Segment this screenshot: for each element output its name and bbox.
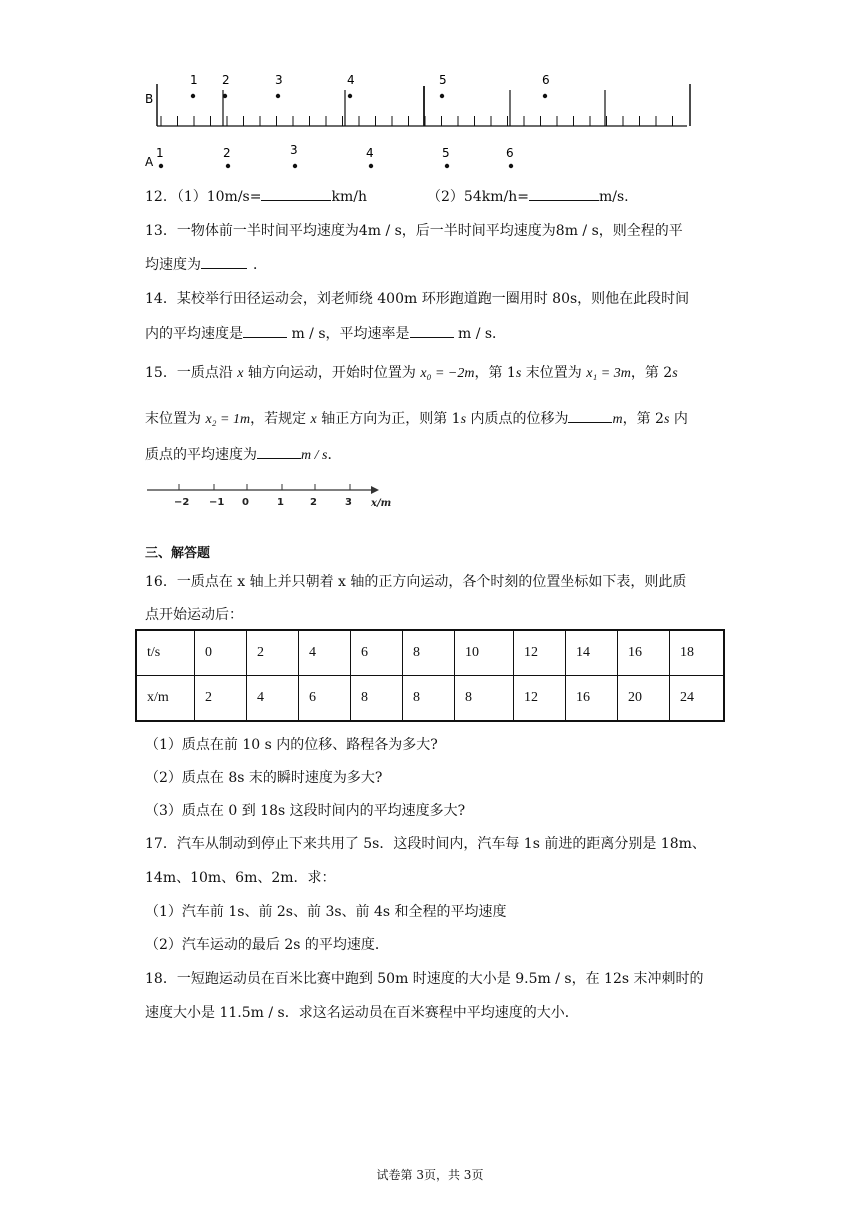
q14-suffix: m / s．: [453, 326, 507, 342]
q15-blank-1[interactable]: [568, 408, 612, 423]
table-cell: 4: [247, 676, 299, 722]
q15-text-g: ，若规定: [250, 411, 311, 427]
number-line-tick-label: 1: [277, 497, 284, 508]
position-table: [135, 629, 725, 722]
row-a-number: 6: [506, 146, 514, 160]
number-line-arrow-icon: [371, 486, 379, 494]
table-cell: 4: [299, 630, 351, 676]
q15-text-c: ，第 1: [474, 365, 516, 381]
q12-part2-prefix: （2）54km/h=: [427, 189, 529, 205]
row-b-dot: [223, 94, 227, 98]
row-a-dot: [445, 164, 449, 168]
q14-prefix: 内的平均速度是: [145, 326, 243, 342]
table-cell: 14: [566, 630, 618, 676]
row-b-dots: [191, 94, 547, 98]
q16-line1: 16．一质点在 x 轴上并只朝着 x 轴的正方向运动，各个时刻的位置坐标如下表，则此质: [145, 574, 687, 590]
number-line-labels: [174, 497, 352, 508]
table-cell: 8: [403, 630, 455, 676]
table-cell: 8: [351, 676, 403, 722]
section-title: 三、解答题: [145, 546, 211, 561]
row-a-number: 3: [290, 143, 298, 157]
row-b-number: 1: [190, 73, 198, 87]
row-a-label: A: [145, 155, 154, 169]
q15-text-k: 内: [669, 411, 688, 427]
q15-text-e: ，第 2: [630, 365, 673, 381]
number-line-axis-label: x/m: [371, 498, 392, 509]
q15-eq-x0: x₀ = −2m: [420, 366, 475, 381]
row-a-dot: [369, 164, 373, 168]
row-a-number: 1: [156, 146, 164, 160]
row-b-label: B: [145, 92, 154, 106]
number-line-ticks: [179, 484, 350, 490]
q12-part1-suffix: km/h: [331, 189, 367, 205]
q16-line2: 点开始运动后：: [145, 607, 243, 623]
q15-line2: [145, 408, 688, 428]
q15-unit-m: m: [612, 412, 623, 427]
table-cell: 6: [351, 630, 403, 676]
q15-eq-x1: x₁ = 3m: [586, 366, 631, 381]
q15-text-a: 15．一质点沿: [145, 365, 238, 381]
row-a-dots: [159, 164, 513, 168]
q13-line1: 13．一物体前一半时间平均速度为4m / s，后一半时间平均速度为8m / s，则全程的平: [145, 223, 683, 239]
q15-text-i: 内质点的位移为: [466, 411, 569, 427]
q17-line2: 14m、10m、6m、2m．求：: [145, 870, 336, 886]
q17-sub2: （2）汽车运动的最后 2s 的平均速度．: [145, 937, 389, 953]
q18-line2: 速度大小是 11.5m / s．求这名运动员在百米赛程中平均速度的大小．: [145, 1005, 579, 1021]
q16-sub3: （3）质点在 0 到 18s 这段时间内的平均速度多大?: [145, 803, 466, 819]
row-a-number: 2: [223, 146, 231, 160]
q13-prefix: 均速度为: [145, 257, 201, 273]
row-a-number: 5: [442, 146, 450, 160]
table-cell: 16: [566, 676, 618, 722]
table-cell: 2: [247, 630, 299, 676]
q15-x2: x: [310, 412, 317, 427]
q15-s3: s: [460, 412, 467, 427]
q13-blank[interactable]: [201, 254, 247, 269]
q15-text-d: 末位置为: [521, 365, 587, 381]
row-b-dot: [440, 94, 444, 98]
q15-blank-2[interactable]: [257, 444, 301, 459]
q14-mid: m / s，平均速率是: [287, 326, 410, 342]
q15-text-m: ．: [327, 447, 342, 463]
q12-number: 12．: [145, 189, 177, 205]
tape-ticks: [161, 90, 673, 126]
table-row-position: [136, 676, 724, 722]
table-cell: 16: [618, 630, 670, 676]
table-cell: 12: [514, 630, 566, 676]
q15-unit-ms: m / s: [301, 448, 328, 463]
q12-part2-blank[interactable]: [529, 186, 599, 201]
q15-s1: s: [515, 366, 522, 381]
row-b-number: 2: [222, 73, 230, 87]
q14-blank-1[interactable]: [243, 323, 287, 338]
row-a-dot: [226, 164, 230, 168]
q14-line2: [145, 323, 506, 343]
table-cell: 8: [455, 676, 514, 722]
row-b-dot: [276, 94, 280, 98]
row-b-dot: [348, 94, 352, 98]
q15-s4: s: [663, 412, 670, 427]
table-cell: 6: [299, 676, 351, 722]
q15-x: x: [237, 366, 244, 381]
table-cell: 18: [670, 630, 725, 676]
row-a-dot: [509, 164, 513, 168]
q15-text-l: 质点的平均速度为: [145, 447, 257, 463]
table-row-header-cell: t/s: [136, 630, 195, 676]
row-b-dot: [191, 94, 195, 98]
row-a-number: 4: [366, 146, 374, 160]
q17-sub1: （1）汽车前 1s、前 2s、前 3s、前 4s 和全程的平均速度: [145, 904, 507, 920]
table-cell: 0: [195, 630, 247, 676]
table-cell: 20: [618, 676, 670, 722]
q15-line1: [145, 362, 678, 382]
q15-eq-x2: x₂ = 1m: [205, 412, 251, 427]
q12-part2: [427, 186, 629, 206]
row-b-number: 5: [439, 73, 447, 87]
q12-part1-prefix: （1）10m/s=: [176, 189, 262, 205]
number-line-tick-label: −1: [209, 497, 225, 508]
q15-line3: [145, 444, 341, 464]
table-cell: 2: [195, 676, 247, 722]
row-b-number: 4: [347, 73, 355, 87]
q13-line2: [145, 254, 267, 274]
q14-blank-2[interactable]: [410, 323, 454, 338]
row-a-numbers: [156, 143, 514, 160]
table-cell: 10: [455, 630, 514, 676]
q15-text-h: 轴正方向为正，则第 1: [316, 411, 461, 427]
q15-text-f: 末位置为: [145, 411, 206, 427]
q16-sub2: （2）质点在 8s 末的瞬时速度为多大?: [145, 770, 383, 786]
page-footer: 试卷第 3页，共 3页: [376, 1168, 484, 1182]
row-b-number: 3: [275, 73, 283, 87]
q18-line1: 18．一短跑运动员在百米比赛中跑到 50m 时速度的大小是 9.5m / s，在 12s 末冲刺时的: [145, 971, 704, 987]
q13-suffix: ．: [253, 257, 267, 273]
q12: [145, 186, 367, 206]
q15-s2: s: [672, 366, 678, 381]
row-b-numbers: [190, 73, 550, 87]
row-b-dot: [543, 94, 547, 98]
number-line-tick-label: 2: [310, 497, 317, 508]
number-line-figure: [143, 480, 403, 512]
q15-text-b: 轴方向运动，开始时位置为: [243, 365, 421, 381]
tape-figure: [135, 62, 705, 174]
q12-part2-suffix: m/s.: [598, 189, 629, 205]
table-row-time: [136, 630, 724, 676]
q15-text-j: ，第 2: [622, 411, 664, 427]
q14-line1: 14．某校举行田径运动会，刘老师绕 400m 环形跑道跑一圈用时 80s，则他在此段时间: [145, 291, 690, 307]
table-cell: 24: [670, 676, 725, 722]
number-line-tick-label: −2: [174, 497, 190, 508]
table-cell: 8: [403, 676, 455, 722]
number-line-tick-label: 0: [242, 497, 249, 508]
number-line-tick-label: 3: [345, 497, 352, 508]
q16-sub1: （1）质点在前 10 s 内的位移、路程各为多大?: [145, 737, 438, 753]
table-row-header-cell: x/m: [136, 676, 195, 722]
q12-part1-blank[interactable]: [261, 186, 331, 201]
row-a-dot: [293, 164, 297, 168]
row-a-dot: [159, 164, 163, 168]
row-b-number: 6: [542, 73, 550, 87]
table-cell: 12: [514, 676, 566, 722]
q17-line1: 17．汽车从制动到停止下来共用了 5s．这段时间内，汽车每 1s 前进的距离分别是 18m、: [145, 836, 706, 852]
